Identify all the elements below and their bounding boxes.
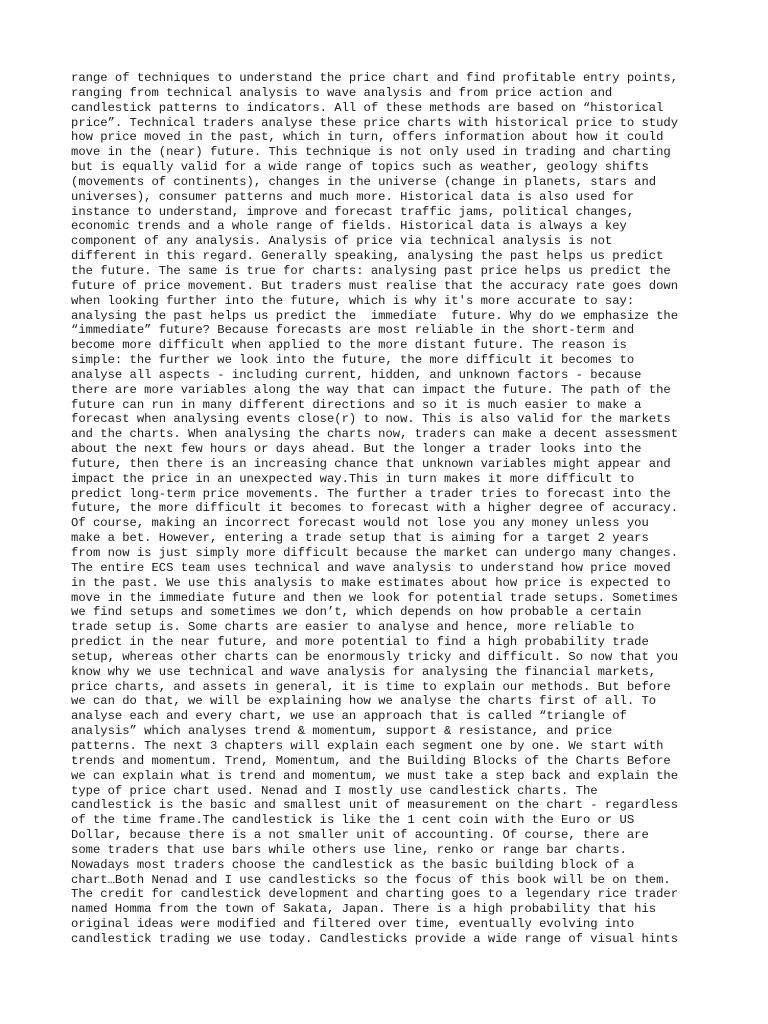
text-line: candlestick trading we use today. Candlesticks provide a wide range of visual hints [71, 931, 679, 946]
text-line: range of techniques to understand the price chart and find profitable entry points, [71, 71, 679, 85]
text-line: we can explain what is trend and momentum, we must take a step back and explain the [71, 768, 679, 783]
text-line: about the next few hours or days ahead. But the longer a trader looks into the [71, 442, 642, 457]
text-line: we can do that, we will be explaining how we analyse the charts first of all. To [71, 694, 657, 709]
text-line: “immediate” future? Because forecasts are most reliable in the short-term and [71, 323, 635, 338]
text-line: original ideas were modified and filtered over time, eventually evolving into [71, 917, 635, 932]
text-line: different in this regard. Generally speaking, analysing the past helps us predict [71, 249, 664, 264]
text-line: of the time frame.The candlestick is like the 1 cent coin with the Euro or US [71, 813, 635, 828]
text-line: we find setups and sometimes we don’t, which depends on how probable a certain [71, 605, 642, 620]
text-line: price charts, and assets in general, it is time to explain our methods. But before [71, 679, 671, 694]
text-line: from now is just simply more difficult because the market can undergo many changes. [71, 546, 679, 560]
text-line: type of price chart used. Nenad and I mostly use candlestick charts. The [71, 783, 598, 798]
text-line: forecast when analysing events close(r) to now. This is also valid for the markets [71, 412, 671, 427]
text-line: predict in the near future, and more potential to find a high probability trade [71, 635, 649, 650]
text-line: become more difficult when applied to the more distant future. The reason is [71, 338, 627, 353]
text-line: economic trends and a whole range of fields. Historical data is always a key [71, 219, 627, 234]
text-line: move in the (near) future. This technique is not only used in trading and charting [71, 145, 671, 160]
body-text [71, 71, 711, 947]
text-line: universes), consumer patterns and much more. Historical data is also used for [71, 189, 635, 204]
text-line: trade setup is. Some charts are easier to analyse and hence, more reliable to [71, 620, 635, 635]
text-line: Of course, making an incorrect forecast would not lose you any money unless you [71, 516, 649, 531]
text-line: ranging from technical analysis to wave analysis and from price action and [71, 85, 613, 100]
text-line: but is equally valid for a wide range of topics such as weather, geology shifts [71, 160, 649, 175]
text-line: the future. The same is true for charts: analysing past price helps us predict the [71, 263, 671, 278]
text-line: The entire ECS team uses technical and wave analysis to understand how price moved [71, 560, 671, 575]
text-line: analyse all aspects - including current, hidden, and unknown factors - because [71, 367, 642, 382]
text-line: Nowadays most traders choose the candlestick as the basic building block of a [71, 857, 635, 872]
text-line: trends and momentum. Trend, Momentum, and the Building Blocks of the Charts Before [71, 753, 671, 768]
text-line: patterns. The next 3 chapters will explain each segment one by one. We start with [71, 738, 664, 753]
text-line: when looking further into the future, which is why it's more accurate to say: [71, 293, 635, 308]
text-line: know why we use technical and wave analysis for analysing the financial markets, [71, 664, 657, 679]
text-line: make a bet. However, entering a trade setup that is aiming for a target 2 years [71, 531, 649, 546]
text-line: and the charts. When analysing the charts now, traders can make a decent assessment [71, 427, 679, 442]
text-line: instance to understand, improve and forecast traffic jams, political changes, [71, 204, 635, 219]
text-line: there are more variables along the way that can impact the future. The path of the [71, 382, 671, 397]
text-line: candlestick is the basic and smallest unit of measurement on the chart - regardless [71, 798, 679, 813]
text-line: future, then there is an increasing chance that unknown variables might appear and [71, 456, 671, 471]
text-line: move in the immediate future and then we look for potential trade setups. Sometimes [71, 590, 679, 605]
text-line: in the past. We use this analysis to make estimates about how price is expected to [71, 575, 671, 590]
text-line: some traders that use bars while others use line, renko or range bar charts. [71, 842, 627, 857]
text-line: Dollar, because there is a not smaller unit of accounting. Of course, there are [71, 828, 649, 843]
text-line: analysis” which analyses trend & momentum, support & resistance, and price [71, 724, 613, 739]
text-line: simple: the further we look into the future, the more difficult it becomes to [71, 353, 635, 368]
text-line: component of any analysis. Analysis of price via technical analysis is not [71, 234, 613, 249]
text-line: predict long-term price movements. The further a trader tries to forecast into the [71, 486, 671, 501]
text-line: future of price movement. But traders must realise that the accuracy rate goes down [71, 278, 679, 293]
text-line: how price moved in the past, which in turn, offers information about how it could [71, 130, 664, 145]
text-line: future, the more difficult it becomes to forecast with a higher degree of accuracy. [71, 501, 679, 516]
text-line: named Homma from the town of Sakata, Japan. There is a high probability that his [71, 902, 657, 917]
text-line: future can run in many different directions and so it is much easier to make a [71, 397, 642, 412]
text-line: analyse each and every chart, we use an approach that is called “triangle of [71, 709, 627, 724]
text-line: The credit for candlestick development and charting goes to a legendary rice trader [71, 887, 679, 902]
text-line: chart…Both Nenad and I use candlesticks so the focus of this book will be on them. [71, 872, 671, 887]
text-line: (movements of continents), changes in the universe (change in planets, stars and [71, 174, 657, 189]
text-line: candlestick patterns to indicators. All of these methods are based on “historical [71, 100, 664, 115]
text-line: price”. Technical traders analyse these price charts with historical price to study [71, 115, 679, 130]
text-line: analysing the past helps us predict the immediate future. Why do we emphasize the [71, 308, 679, 323]
text-line: setup, whereas other charts can be enormously tricky and difficult. So now that you [71, 649, 679, 664]
text-line: impact the price in an unexpected way.This in turn makes it more difficult to [71, 471, 635, 486]
